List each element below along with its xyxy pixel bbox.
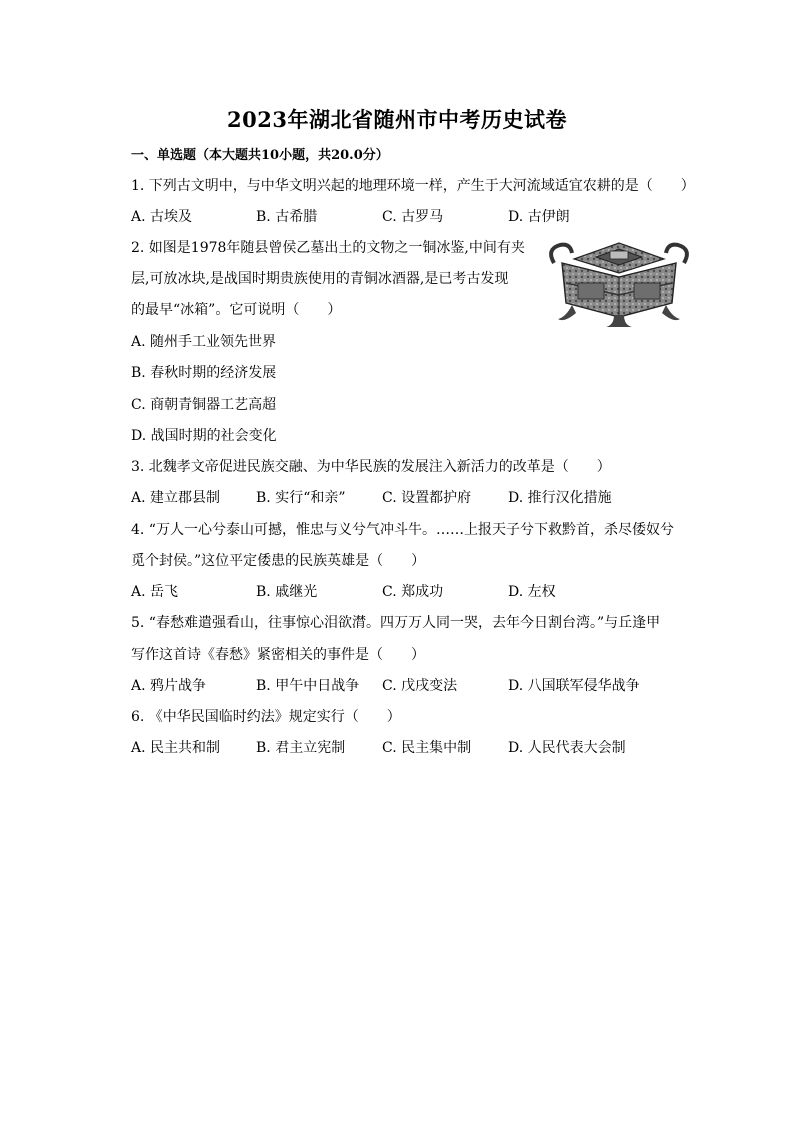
question-4-option-d: D. 左权 [508, 584, 556, 600]
question-5-option-b: B. 甲午中日战争 [256, 678, 360, 694]
question-2-line-2: 层,可放冰块,是战国时期贵族使用的青铜冰酒器,是已考古发现 [131, 271, 509, 287]
question-2-option-c: C. 商朝青铜器工艺高超 [131, 397, 277, 413]
question-3-line-1: 3. 北魏孝文帝促进民族交融、为中华民族的发展注入新活力的改革是（ ） [131, 459, 611, 475]
question-4-option-b: B. 戚继光 [256, 584, 318, 600]
question-2-line-1: 2. 如图是1978年随县曾侯乙墓出土的文物之一铜冰鉴,中间有夹 [131, 240, 525, 256]
question-2-option-b: B. 春秋时期的经济发展 [131, 365, 277, 381]
question-6-option-b: B. 君主立宪制 [256, 740, 346, 756]
question-2-option-a: A. 随州手工业领先世界 [131, 334, 277, 350]
question-1-option-b: B. 古希腊 [256, 209, 318, 225]
question-1-option-c: C. 古罗马 [382, 209, 444, 225]
question-6-option-d: D. 人民代表大会制 [508, 740, 626, 756]
question-2-line-3: 的最早“冰箱”。它可说明（ ） [131, 302, 342, 318]
question-1-line-1: 1. 下列古文明中，与中华文明兴起的地理环境一样，产生于大河流域适宜农耕的是（ ） [131, 178, 695, 194]
question-4-option-c: C. 郑成功 [382, 584, 444, 600]
section-heading: 一、单选题（本大题共10小题，共20.0分） [131, 148, 389, 163]
vessel-icon [544, 233, 694, 331]
question-2-option-d: D. 战国时期的社会变化 [131, 428, 277, 444]
question-6-option-a: A. 民主共和制 [131, 740, 221, 756]
question-5-line-1: 5. “春愁难遣强看山，往事惊心泪欲潸。四万万人同一哭，去年今日割台湾。”与丘逢甲 [131, 615, 661, 631]
question-4-option-a: A. 岳飞 [131, 584, 179, 600]
bronze-ice-vessel-image [544, 233, 694, 331]
question-3-option-b: B. 实行“和亲” [256, 490, 346, 506]
question-1-option-d: D. 古伊朗 [508, 209, 570, 225]
question-5-option-d: D. 八国联军侵华战争 [508, 678, 640, 694]
question-1-option-a: A. 古埃及 [131, 209, 193, 225]
question-5-option-a: A. 鸦片战争 [131, 678, 207, 694]
question-6-line-1: 6. 《中华民国临时约法》规定实行（ ） [131, 709, 401, 725]
question-3-option-c: C. 设置都护府 [382, 490, 472, 506]
question-4-line-2: 觅个封侯。”这位平定倭患的民族英雄是（ ） [131, 553, 426, 569]
question-6-option-c: C. 民主集中制 [382, 740, 472, 756]
question-3-option-d: D. 推行汉化措施 [508, 490, 612, 506]
question-4-line-1: 4. “万人一心兮泰山可撼，惟忠与义兮气冲斗牛。……上报天子兮下救黔首，杀尽倭奴兮 [131, 522, 674, 538]
question-5-option-c: C. 戊戌变法 [382, 678, 458, 694]
question-5-line-2: 写作这首诗《春愁》紧密相关的事件是（ ） [131, 647, 425, 663]
question-3-option-a: A. 建立郡县制 [131, 490, 221, 506]
exam-title: 2023年湖北省随州市中考历史试卷 [227, 107, 567, 132]
